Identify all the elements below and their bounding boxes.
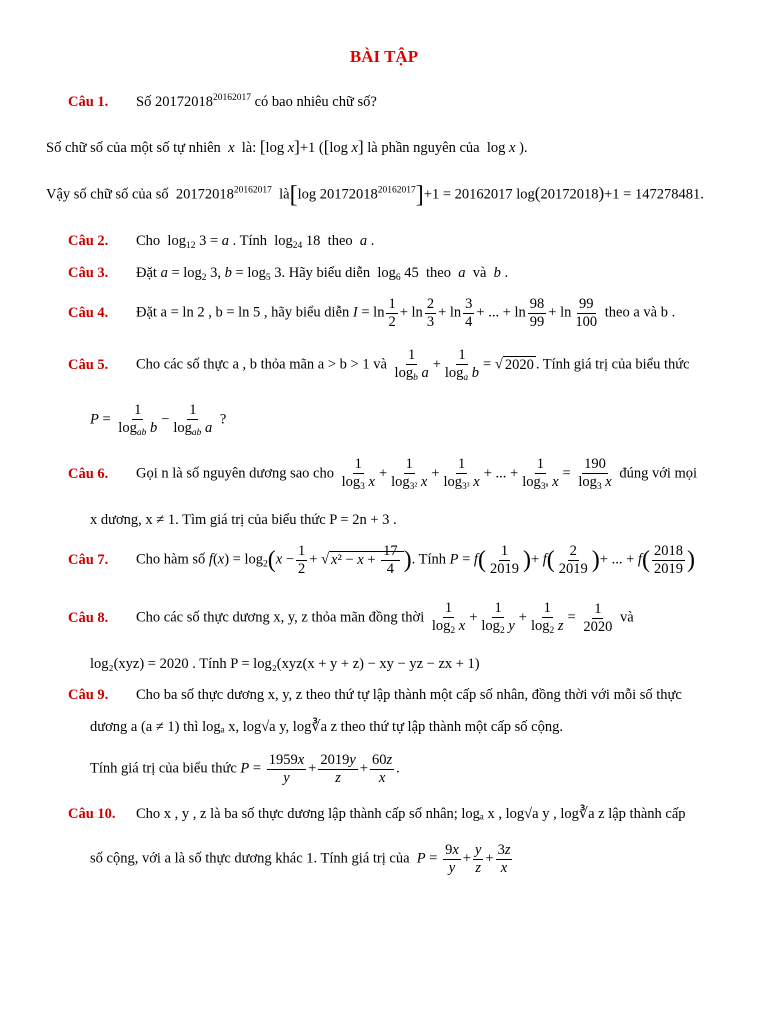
page-title: BÀI TẬP bbox=[349, 47, 419, 66]
question-label: Câu 7. bbox=[68, 551, 109, 568]
question-6-line-2: x dương, x ≠ 1. Tìm giá trị của biểu thức P = 2n + 3 . bbox=[90, 512, 397, 528]
question-9-line-3: Tính giá trị của biểu thức P = $\frac{1959x}{y}$ + $\frac{2019y}{z}$ + $\frac{60z}{x}$ . bbox=[90, 752, 400, 786]
question-label: Câu 6. bbox=[68, 465, 109, 482]
question-7: Câu 7. Cho hàm số $f(x) = \log_2(x$ − $\frac{1}{2}$ + √ x² − x + $\frac{17}{4}$ ). Tính P = f( $\frac{1}{2019}$ )+ f( $\frac{2}{2019}$ )+ ... + f( $\frac{2018}{2019}$ ) bbox=[68, 543, 695, 577]
question-3: Câu 3. Đặt $a = \log_2 3$, $b = \log_5 3$. Hãy biểu diễn $\log_6 45$ theo a và b . bbox=[68, 265, 509, 283]
question-label: Câu 2. bbox=[68, 233, 109, 249]
question-label: Câu 1. bbox=[68, 94, 109, 110]
question-6: Câu 6. Gọi n là số nguyên dương sao cho $\frac{1}{\log_3 x}$ + $\frac{1}{\log_{3^2} x}$ + $\frac{1}{\log_{3^3} x}$ + ... + $\frac{1}{\log_{3^n} x}$ = $\frac{190}{\log_3 x}$ đúng với mọi bbox=[68, 456, 698, 492]
question-2: Câu 2. Cho $\log_{12} 3 = a$ . Tính $\log_{24} 18$ theo a . bbox=[68, 233, 375, 251]
question-8: Câu 8. Cho các số thực dương x, y, z thỏa mãn đồng thời $\frac{1}{\log_2 x}$ + $\frac{1}{\log_2 y}$ + $\frac{1}{\log_2 z}$ = $\frac{1}{2020}$ và bbox=[68, 600, 634, 636]
solution-line-1: Số chữ số của một số tự nhiên x là: [log x]+1 ([log x] là phần nguyên của log x ). bbox=[46, 137, 528, 156]
question-10: Câu 10. Cho x , y , z là ba số thực dương lập thành cấp số nhân; logₐ x , log√a y , log∛a z lập thành cấp bbox=[68, 806, 686, 822]
question-label: Câu 3. bbox=[68, 265, 109, 281]
question-label: Câu 8. bbox=[68, 609, 109, 626]
question-9: Câu 9. Cho ba số thực dương x, y, z theo thứ tự lập thành một cấp số nhân, đồng thời với mỗi số thực bbox=[68, 687, 682, 703]
question-label: Câu 9. bbox=[68, 687, 109, 703]
question-text: Số $20172018^{20162017}$ có bao nhiêu chữ số? bbox=[136, 93, 377, 110]
question-label: Câu 5. bbox=[68, 356, 109, 373]
question-5: Câu 5. Cho các số thực a , b thỏa mãn a > b > 1 và $\frac{1}{\log_b a}$ + $\frac{1}{\log_a b}$ = √ 2020 . Tính giá trị của biểu thức bbox=[68, 347, 690, 383]
question-1 bbox=[68, 93, 377, 111]
question-9-line-2: dương a (a ≠ 1) thì logₐ x, log√a y, log∛a z theo thứ tự lập thành một cấp số cộng. bbox=[90, 719, 563, 735]
question-8-line-2: log₂(xyz) = 2020 . Tính P = log₂(xyz(x + y + z) − xy − yz − zx + 1) bbox=[90, 656, 480, 672]
question-5-expression: P = $\frac{1}{\log_{ab} b}$ − $\frac{1}{\log_{ab} a}$ ? bbox=[90, 402, 227, 438]
question-10-line-2: số cộng, với a là số thực dương khác 1. Tính giá trị của P = $\frac{9x}{y}$ + $\frac{y}{z}$ + $\frac{3z}{x}$ bbox=[90, 842, 511, 876]
solution-line-2: Vậy số chữ số của số $20172018^{20162017}$ là[log $20172018^{20162017}]+1 = 20162017$ log(20172018)+1 = 147278481. bbox=[46, 182, 704, 208]
question-label: Câu 10. bbox=[68, 806, 116, 822]
question-4: Câu 4. Đặt a = ln 2 , b = ln 5 , hãy biểu diễn I = ln $\frac{1}{2}$ + ln $\frac{2}{3}$ + ln $\frac{3}{4}$ + ... + ln $\frac{98}{99}$ + ln $\frac{99}{100}$ theo a và b . bbox=[68, 296, 676, 330]
question-label: Câu 4. bbox=[68, 304, 109, 321]
